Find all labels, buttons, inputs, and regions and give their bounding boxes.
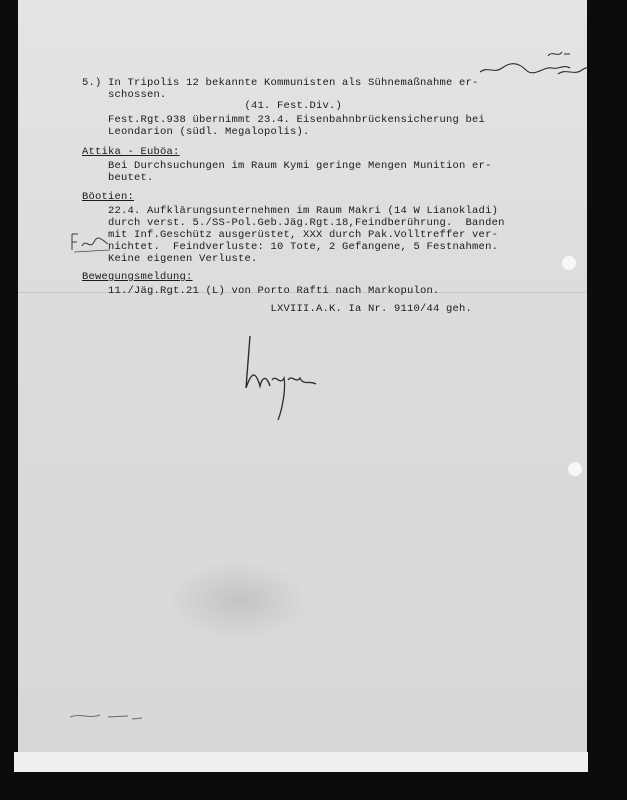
text-line: beutet. [82,172,154,184]
punch-hole [568,462,582,476]
margin-handwriting [68,230,113,256]
text-line: Keine eigenen Verluste. [82,253,258,265]
text-line: durch verst. 5./SS-Pol.Geb.Jäg.Rgt.18,Feindberührung. Banden [82,217,505,229]
section-heading-attika: Attika - Euböa: [82,146,180,158]
handwritten-signature [236,330,331,425]
text-line: 22.4. Aufklärungsunternehmen im Raum Makri (14 W Lianokladi) [82,205,499,217]
text-line-5-header: 5.) In Tripolis 12 bekannte Kommunisten als Sühnemaßnahme er- [82,77,479,89]
text-line: schossen. [82,89,167,101]
paper-edge [14,752,588,772]
punch-hole [562,256,576,270]
text-line-division: (41. Fest.Div.) [82,100,343,112]
paper-stain [168,560,308,640]
handwritten-initials-top [478,48,587,80]
text-line: Leondarion (südl. Megalopolis). [82,126,310,138]
reference-line: LXVIII.A.K. Ia Nr. 9110/44 geh. [82,303,473,315]
section-heading-bewegung: Bewegungsmeldung: [82,271,193,283]
text-line: 11./Jäg.Rgt.21 (L) von Porto Rafti nach Markopulon. [82,285,440,297]
text-line: Fest.Rgt.938 übernimmt 23.4. Eisenbahnbrückensicherung bei [82,114,486,126]
ink-smudge [68,705,148,725]
text-line: mit Inf.Geschütz ausgerüstet, XXX durch Pak.Volltreffer ver- [82,229,499,241]
document-page [18,0,587,752]
section-heading-boeotien: Böotien: [82,191,135,203]
text-line: Bei Durchsuchungen im Raum Kymi geringe Mengen Munition er- [82,160,492,172]
text-line: nichtet. Feindverluste: 10 Tote, 2 Gefangene, 5 Festnahmen. [82,241,499,253]
